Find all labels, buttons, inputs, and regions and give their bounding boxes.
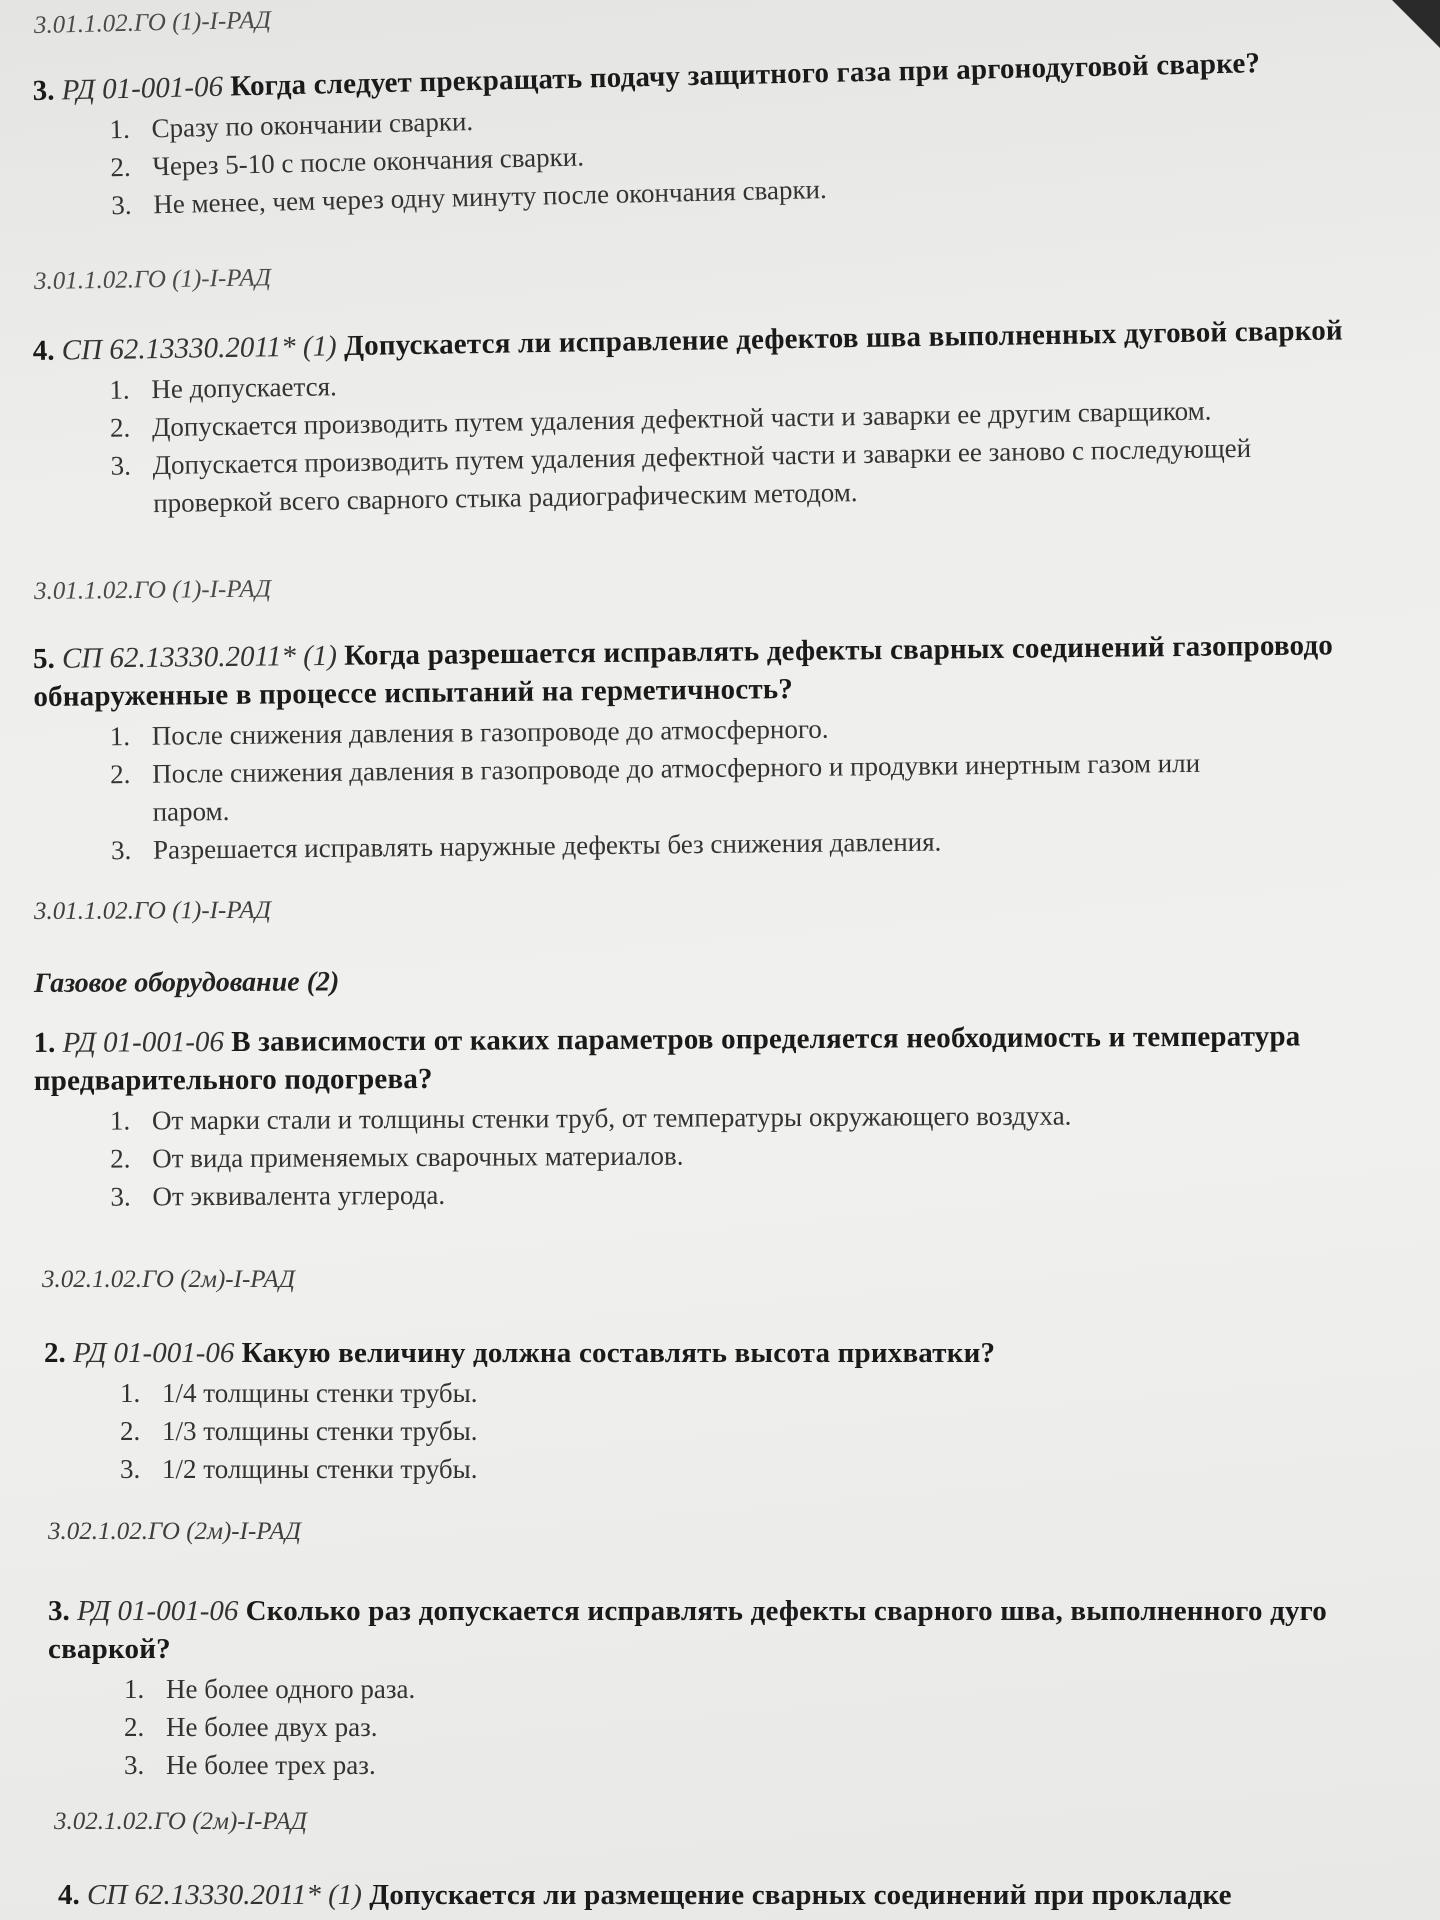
question-text-continued: обнаруженные в процессе испытаний на герметичность? bbox=[33, 673, 794, 714]
answer-option: 2. 1/3 толщины стенки трубы. bbox=[120, 1416, 478, 1446]
question-text: Допускается ли исправление дефектов шва выполненных дуговой сваркой bbox=[343, 314, 1344, 363]
question-code-text: 3.02.1.02.ГО (2м)-I-РАД bbox=[42, 1266, 295, 1293]
answer-options bbox=[34, 1095, 1435, 1216]
question-reference: СП 62.13330.2011* (1) bbox=[61, 330, 337, 367]
answer-option: 2. После снижения давления в газопроводе до атмосферного и продувки инертным газом или паром. bbox=[110, 747, 1201, 827]
answer-option: 1. 1/4 толщины стенки трубы. bbox=[120, 1378, 478, 1408]
answer-option: 1. Не более одного раза. bbox=[124, 1674, 416, 1704]
question-code-text: 3.01.1.02.ГО (1)-I-РАД bbox=[33, 6, 272, 39]
answer-option: 3. Не более трех раз. bbox=[124, 1750, 376, 1780]
question-text-continued: предварительного подогрева? bbox=[33, 1062, 433, 1098]
answer-option: 1. От марки стали и толщины стенки труб, от температуры окружающего воздуха. bbox=[109, 1100, 1072, 1136]
question-block bbox=[44, 1334, 1440, 1488]
question-code bbox=[54, 1808, 1440, 1836]
question-code bbox=[48, 1518, 1440, 1546]
answer-option: 3. 1/2 толщины стенки трубы. bbox=[120, 1454, 478, 1484]
answer-option: 2. От вида применяемых сварочных материалов. bbox=[110, 1140, 684, 1174]
question-reference: СП 62.13330.2011* (1) bbox=[61, 639, 338, 675]
question-block bbox=[32, 310, 1435, 524]
question-number: 4. bbox=[58, 1879, 80, 1911]
question-reference: РД 01-001-06 bbox=[73, 1337, 235, 1369]
question-number: 5. bbox=[32, 642, 55, 676]
question-code bbox=[42, 1266, 1440, 1294]
answer-option: 1. Не допускается. bbox=[109, 371, 337, 405]
question-reference: РД 01-001-06 bbox=[62, 1026, 225, 1059]
question-code-text: 3.01.1.02.ГО (1)-I-РАД bbox=[33, 575, 272, 605]
question-heading bbox=[33, 1017, 1433, 1062]
question-code-text: 3.01.1.02.ГО (1)-I-РАД bbox=[33, 264, 272, 295]
section-heading-text: Газовое оборудование (2) bbox=[33, 966, 340, 999]
question-number: 2. bbox=[44, 1337, 66, 1369]
answer-option: 3. Допускается производить путем удаления дефектной части и заварки ее заново с последующей проверкой всего сварного стыка радиографическим методом. bbox=[110, 432, 1252, 519]
question-text: Какую величину должна составлять высота прихватки? bbox=[241, 1337, 996, 1369]
question-text-continued: сваркой? bbox=[48, 1633, 171, 1665]
question-text: Когда разрешается исправлять дефекты сварных соединений газопроводо bbox=[344, 629, 1334, 672]
answer-options bbox=[44, 1374, 1440, 1488]
question-heading bbox=[48, 1592, 1440, 1630]
answer-options bbox=[34, 703, 1436, 870]
question-reference: СП 62.13330.2011* (1) bbox=[87, 1879, 362, 1911]
question-heading bbox=[44, 1334, 1440, 1372]
question-text: Сколько раз допускается исправлять дефекты сварного шва, выполненного дуго bbox=[245, 1595, 1328, 1627]
question-heading bbox=[58, 1876, 1440, 1914]
answer-option: 1. Сразу по окончании сварки. bbox=[109, 106, 474, 145]
question-heading-continued bbox=[48, 1630, 1440, 1668]
answer-options bbox=[48, 1670, 1440, 1784]
question-text: Когда следует прекращать подачу защитного газа при аргонодуговой сварке? bbox=[229, 47, 1261, 103]
answer-option: 2. Допускается производить путем удаления дефектной части и заварки ее другим сварщиком. bbox=[109, 395, 1212, 443]
question-code-text: 3.02.1.02.ГО (2м)-I-РАД bbox=[54, 1808, 307, 1835]
question-number: 3. bbox=[48, 1595, 70, 1627]
answer-option: 2. Через 5-10 с после окончания сварки. bbox=[110, 141, 585, 183]
question-code-text: 3.01.1.02.ГО (1)-I-РАД bbox=[33, 896, 272, 925]
question-number: 4. bbox=[32, 334, 55, 368]
answer-option: 1. После снижения давления в газопроводе до атмосферного. bbox=[109, 713, 829, 752]
question-reference: РД 01-001-06 bbox=[77, 1595, 239, 1627]
question-reference: РД 01-001-06 bbox=[61, 70, 224, 107]
question-block bbox=[58, 1876, 1440, 1914]
question-text: Допускается ли размещение сварных соединений при прокладке bbox=[369, 1879, 1232, 1911]
question-block bbox=[32, 40, 1435, 226]
question-number: 3. bbox=[32, 74, 55, 108]
question-text: В зависимости от каких параметров определяется необходимость и температура bbox=[231, 1020, 1301, 1058]
answer-option: 3. Не менее, чем через одну минуту после окончания сварки. bbox=[110, 174, 828, 221]
question-code-text: 3.02.1.02.ГО (2м)-I-РАД bbox=[48, 1518, 301, 1545]
question-heading-continued bbox=[34, 1055, 1434, 1100]
answer-option: 3. От эквивалента углерода. bbox=[110, 1179, 446, 1212]
answer-options bbox=[33, 350, 1435, 524]
question-block bbox=[48, 1592, 1440, 1784]
question-block bbox=[33, 1017, 1434, 1216]
answer-option: 2. Не более двух раз. bbox=[124, 1712, 378, 1742]
answer-option: 3. Разрешается исправлять наружные дефекты без снижения давления. bbox=[110, 826, 942, 866]
question-block bbox=[33, 625, 1435, 870]
question-number: 1. bbox=[33, 1026, 56, 1060]
